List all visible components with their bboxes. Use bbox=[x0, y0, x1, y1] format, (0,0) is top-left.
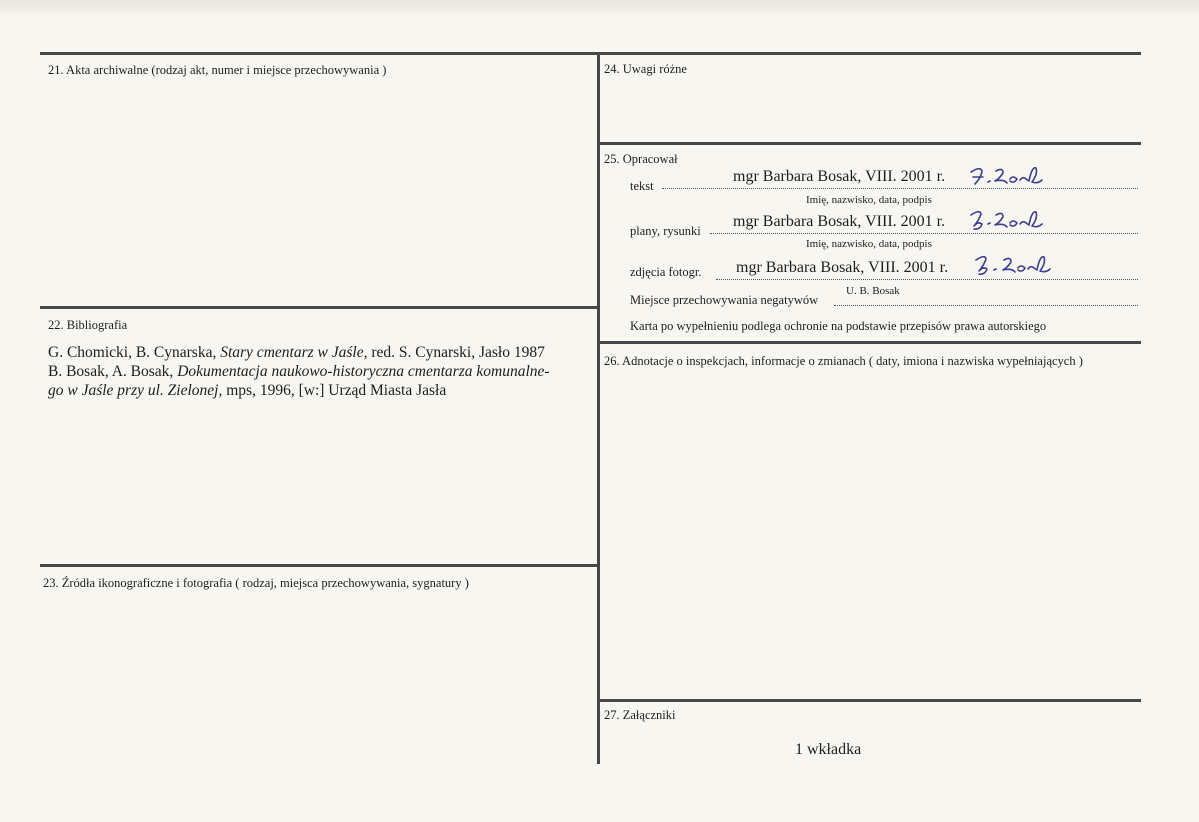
plany-value: mgr Barbara Bosak, VIII. 2001 r. bbox=[733, 213, 946, 230]
bibliography-entry: B. Bosak, A. Bosak, Dokumentacja naukowo-historyczna cmentarza komunalne- bbox=[48, 363, 550, 380]
tekst-label: tekst bbox=[630, 179, 654, 193]
column-divider bbox=[597, 52, 600, 764]
signature-caption-1: Imię, nazwisko, data, podpis bbox=[806, 194, 932, 206]
miejsce-value: U. B. Bosak bbox=[846, 285, 900, 297]
bibliography-list bbox=[48, 343, 550, 400]
divider-25-26 bbox=[598, 341, 1141, 344]
divider-26-27 bbox=[598, 699, 1141, 702]
divider-21-22 bbox=[40, 306, 598, 309]
divider-24-25 bbox=[598, 142, 1141, 145]
section-25-label: 25. Opracował bbox=[604, 152, 678, 166]
section-23-label: 23. Źródła ikonograficzne i fotografia ( rodzaj, miejsca przechowywania, sygnatury ) bbox=[43, 576, 469, 590]
section-22-label: 22. Bibliografia bbox=[48, 318, 128, 332]
signature-caption-2: Imię, nazwisko, data, podpis bbox=[806, 238, 932, 250]
signature-3 bbox=[970, 250, 1060, 282]
signature-2 bbox=[966, 206, 1046, 236]
section-21-label: 21. Akta archiwalne (rodzaj akt, numer i miejsce przechowywania ) bbox=[48, 63, 387, 77]
section-27-label: 27. Załączniki bbox=[604, 708, 676, 722]
plany-label: plany, rysunki bbox=[630, 224, 701, 238]
section-24-label: 24. Uwagi różne bbox=[604, 62, 687, 76]
section-26-label: 26. Adnotacje o inspekcjach, informacje o zmianach ( daty, imiona i nazwiska wypełniających ) bbox=[604, 354, 1083, 368]
copyright-note: Karta po wypełnieniu podlega ochronie na podstawie przepisów prawa autorskiego bbox=[630, 319, 1047, 333]
signature-1 bbox=[966, 162, 1046, 192]
miejsce-line bbox=[834, 305, 1138, 306]
divider-22-23 bbox=[40, 564, 598, 567]
bibliography-entry: G. Chomicki, B. Cynarska, Stary cmentarz w Jaśle, red. S. Cynarski, Jasło 1987 bbox=[48, 344, 545, 361]
top-border bbox=[40, 52, 1141, 55]
miejsce-label: Miejsce przechowywania negatywów bbox=[630, 293, 819, 307]
plany-line bbox=[710, 233, 1138, 234]
bibliography-entry: go w Jaśle przy ul. Zielonej, mps, 1996, [w:] Urząd Miasta Jasła bbox=[48, 382, 447, 399]
scan-top-shade bbox=[0, 0, 1199, 18]
zdjecia-line bbox=[716, 279, 1138, 280]
tekst-line bbox=[662, 188, 1138, 189]
tekst-value: mgr Barbara Bosak, VIII. 2001 r. bbox=[733, 168, 946, 185]
zdjecia-value: mgr Barbara Bosak, VIII. 2001 r. bbox=[736, 259, 949, 276]
attachment-value: 1 wkładka bbox=[795, 741, 862, 758]
zdjecia-label: zdjęcia fotogr. bbox=[630, 265, 702, 279]
